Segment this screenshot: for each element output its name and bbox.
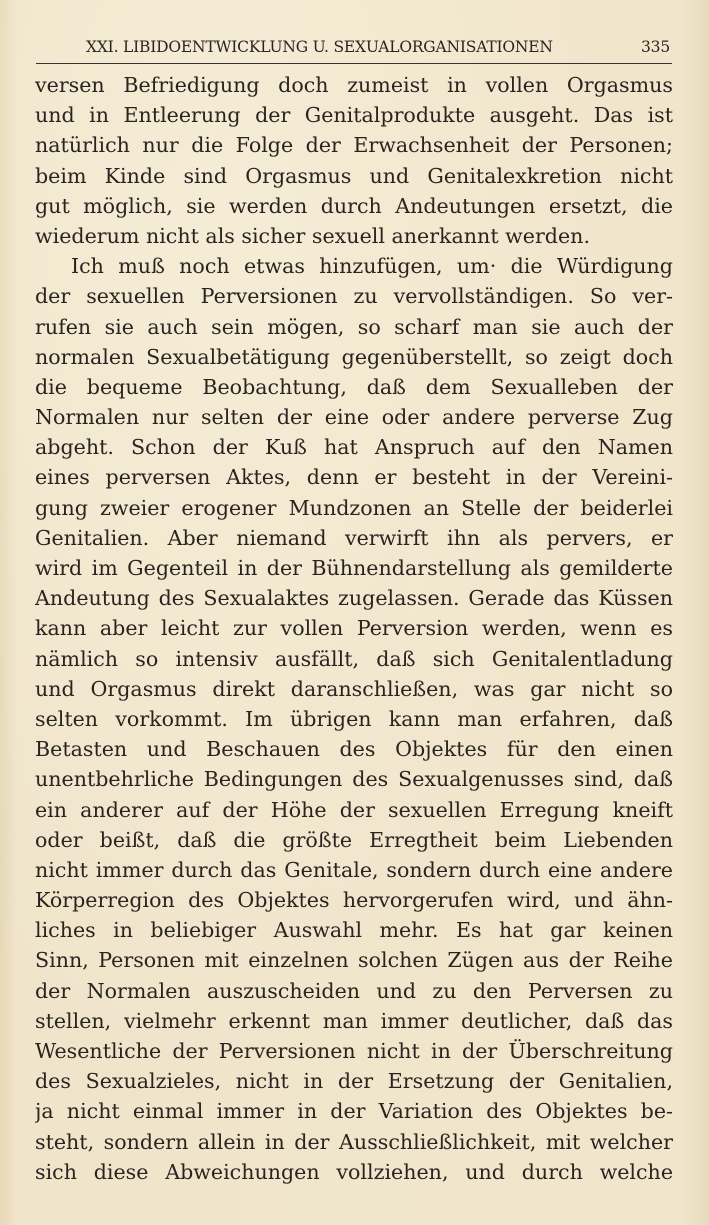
text-line: gut möglich, sie werden durch Andeutungen ersetzt, die bbox=[35, 193, 673, 218]
text-line: rufen sie auch sein mögen, so scharf man sie auch der bbox=[35, 314, 673, 339]
text-line: Andeutung des Sexualaktes zugelassen. Gerade das Küssen bbox=[35, 586, 673, 611]
text-line: natürlich nur die Folge der Erwachsenheit der Personen; bbox=[35, 133, 673, 158]
text-line: Normalen nur selten der eine oder andere perverse Zug bbox=[35, 405, 673, 430]
paragraph-1 bbox=[35, 70, 673, 251]
text-line: des Sexualzieles, nicht in der Ersetzung der Genitalien, bbox=[35, 1069, 673, 1094]
text-line: steht, sondern allein in der Ausschließlichkeit, mit welcher bbox=[35, 1129, 673, 1154]
page-number: 335 bbox=[641, 38, 670, 56]
text-line: wird im Gegenteil in der Bühnendarstellung als gemilderte bbox=[35, 556, 673, 580]
text-line: Ich muß noch etwas hinzufügen, um· die Würdigung bbox=[71, 254, 673, 279]
text-line: der Normalen auszuscheiden und zu den Perversen zu bbox=[35, 978, 673, 1003]
text-line: eines perversen Aktes, denn er besteht in der Vereini- bbox=[35, 465, 673, 490]
text-line: und Orgasmus direkt daranschließen, was gar nicht so bbox=[35, 676, 673, 701]
text-line: ja nicht einmal immer in der Variation des Objektes be- bbox=[35, 1099, 673, 1124]
text-line: Betasten und Beschauen des Objektes für den einen bbox=[35, 737, 673, 762]
text-line: oder beißt, daß die größte Erregtheit beim Liebenden bbox=[35, 827, 673, 852]
text-line: kann aber leicht zur vollen Perversion werden, wenn es bbox=[35, 616, 673, 641]
text-line: nicht immer durch das Genitale, sondern durch eine andere bbox=[35, 857, 673, 882]
text-line: versen Befriedigung doch zumeist in vollen Orgasmus bbox=[35, 73, 673, 97]
text-line: nämlich so intensiv ausfällt, daß sich Genitalentladung bbox=[35, 646, 673, 671]
text-line: selten vorkommt. Im übrigen kann man erfahren, daß bbox=[35, 706, 673, 731]
text-line: und in Entleerung der Genitalprodukte ausgeht. Das ist bbox=[35, 103, 673, 128]
text-line: beim Kinde sind Orgasmus und Genitalexkretion nicht bbox=[35, 163, 673, 188]
body-text bbox=[35, 70, 673, 1187]
text-line: abgeht. Schon der Kuß hat Anspruch auf den Namen bbox=[35, 435, 673, 460]
running-header bbox=[86, 38, 672, 62]
text-line: normalen Sexualbetätigung gegenüberstellt, so zeigt doch bbox=[35, 344, 673, 369]
text-line: die bequeme Beobachtung, daß dem Sexualleben der bbox=[35, 374, 673, 399]
text-line: der sexuellen Perversionen zu vervollständigen. So ver- bbox=[35, 284, 673, 309]
text-line: liches in beliebiger Auswahl mehr. Es hat gar keinen bbox=[35, 918, 673, 943]
text-line: gung zweier erogener Mundzonen an Stelle der beiderlei bbox=[35, 495, 673, 520]
header-rule bbox=[36, 63, 672, 64]
text-line: stellen, vielmehr erkennt man immer deutlicher, daß das bbox=[35, 1008, 673, 1033]
text-line: Körperregion des Objektes hervorgerufen wird, und ähn- bbox=[35, 888, 673, 913]
text-line: Genitalien. Aber niemand verwirft ihn als pervers, er bbox=[35, 525, 673, 550]
paragraph-2 bbox=[35, 251, 673, 1187]
text-line: unentbehrliche Bedingungen des Sexualgenusses sind, daß bbox=[35, 767, 673, 792]
text-line: wiederum nicht als sicher sexuell anerkannt werden. bbox=[35, 223, 590, 248]
text-line: sich diese Abweichungen vollziehen, und durch welche bbox=[35, 1159, 673, 1184]
text-line: ein anderer auf der Höhe der sexuellen Erregung kneift bbox=[35, 797, 673, 822]
chapter-title: XXI. LIBIDOENTWICKLUNG U. SEXUALORGANISATIONEN bbox=[86, 38, 553, 56]
text-line: Wesentliche der Perversionen nicht in der Überschreitung bbox=[35, 1039, 673, 1063]
text-line: Sinn, Personen mit einzelnen solchen Zügen aus der Reihe bbox=[35, 948, 673, 973]
